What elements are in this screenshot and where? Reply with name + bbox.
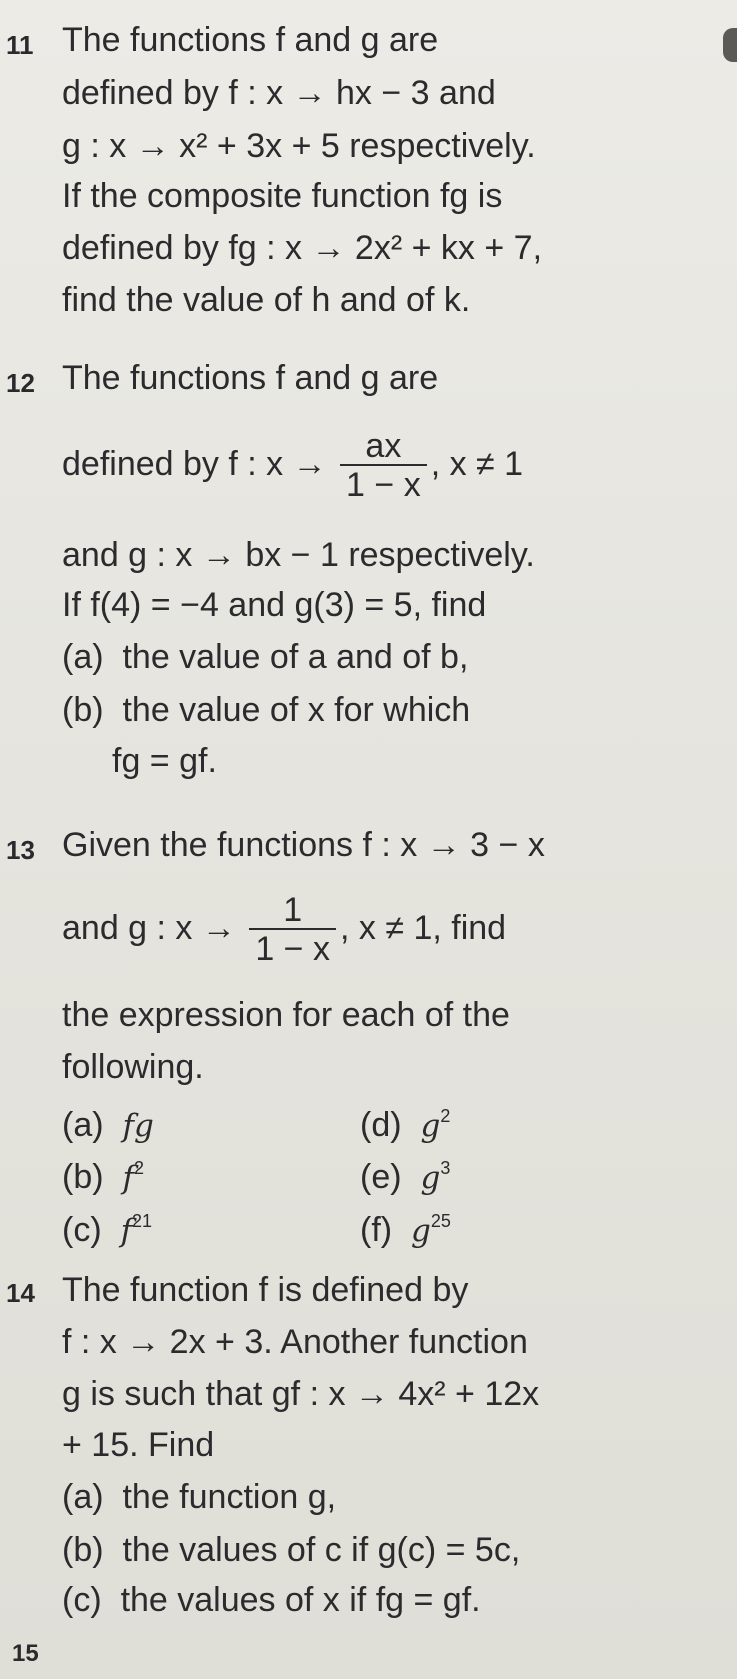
- part-label: (b): [62, 691, 104, 729]
- part-label: (a): [62, 1106, 104, 1144]
- q13-line-4: following.: [62, 1048, 204, 1086]
- q12-definition: [62, 424, 523, 504]
- q14-part-b: [62, 1530, 520, 1570]
- q13-intro: Given the functions f : x → 3 − x: [62, 826, 545, 864]
- q13-part-b: [62, 1157, 144, 1198]
- part-expr: fg: [122, 1108, 154, 1144]
- part-exponent: 21: [132, 1211, 153, 1231]
- part-text: the value of a and of b,: [122, 638, 469, 676]
- q12-def-suffix: , x ≠ 1: [430, 445, 524, 483]
- q14-line-2: f : x → 2x + 3. Another function: [62, 1323, 528, 1361]
- part-label: (a): [62, 638, 104, 676]
- question-number: 12: [6, 368, 35, 398]
- part-text: the values of x if fg = gf.: [120, 1581, 481, 1619]
- q12-part-b: [62, 690, 470, 730]
- q12-line-4: If f(4) = −4 and g(3) = 5, find: [62, 586, 487, 624]
- part-expr: g: [411, 1213, 431, 1249]
- part-label: (b): [62, 1531, 104, 1569]
- q11-line-3: g : x → x² + 3x + 5 respectively.: [62, 127, 536, 165]
- q14-line-4: + 15. Find: [62, 1426, 215, 1464]
- part-expr: g: [420, 1108, 441, 1144]
- q13-part-e: [360, 1157, 450, 1198]
- question-number: 13: [6, 835, 35, 865]
- q12-def-prefix: defined by f : x →: [62, 445, 327, 483]
- q12-line-3: and g : x → bx − 1 respectively.: [62, 536, 535, 574]
- q12-part-b-cont: fg = gf.: [112, 742, 217, 780]
- q14-line-1: The function f is defined by: [62, 1271, 469, 1309]
- q11-line-2: defined by f : x → hx − 3 and: [62, 74, 496, 112]
- q12-intro: The functions f and g are: [62, 359, 439, 397]
- part-label: (b): [62, 1158, 104, 1196]
- q11-line-6: find the value of h and of k.: [62, 281, 471, 319]
- part-text: the values of c if g(c) = 5c,: [122, 1531, 521, 1569]
- q14-part-c: [62, 1580, 481, 1620]
- q12-part-a: [62, 637, 468, 677]
- part-label: (c): [62, 1211, 102, 1249]
- part-expr: f: [120, 1213, 133, 1249]
- q14-part-a: [62, 1477, 336, 1517]
- fraction-denominator: 1 − x: [255, 930, 330, 969]
- fraction: [340, 428, 427, 504]
- part-label: (e): [360, 1158, 402, 1196]
- part-expr: g: [420, 1160, 441, 1196]
- q13-part-d: [360, 1105, 450, 1146]
- fraction: [249, 892, 336, 968]
- q11-line-1: The functions f and g are: [62, 21, 439, 59]
- fraction-denominator: 1 − x: [346, 466, 421, 505]
- part-label: (c): [62, 1581, 102, 1619]
- q13-definition: [62, 888, 506, 968]
- part-exponent: 3: [440, 1158, 451, 1178]
- q14-line-3: g is such that gf : x → 4x² + 12x: [62, 1375, 540, 1413]
- q13-line-3: the expression for each of the: [62, 996, 510, 1034]
- q11-line-5: defined by fg : x → 2x² + kx + 7,: [62, 229, 543, 267]
- question-number: 11: [6, 30, 34, 60]
- part-label: (f): [360, 1211, 393, 1249]
- part-text: the value of x for which: [122, 691, 471, 729]
- part-label: (d): [360, 1106, 402, 1144]
- q13-part-c: [62, 1210, 152, 1251]
- part-exponent: 25: [430, 1211, 451, 1231]
- q13-def-suffix: , x ≠ 1, find: [340, 909, 507, 947]
- part-exponent: 2: [440, 1106, 451, 1126]
- part-text: the function g,: [122, 1478, 337, 1516]
- part-expr: f: [122, 1160, 134, 1196]
- q13-part-a: [62, 1105, 154, 1146]
- page-number: 15: [12, 1640, 39, 1667]
- q13-part-f: [360, 1210, 451, 1251]
- question-number: 14: [6, 1278, 35, 1308]
- q11-line-4: If the composite function fg is: [62, 177, 503, 215]
- q13-def-prefix: and g : x →: [62, 909, 236, 947]
- fraction-numerator: ax: [340, 428, 427, 466]
- part-label: (a): [62, 1478, 104, 1516]
- fraction-numerator: 1: [249, 892, 336, 930]
- page-edge-shadow: [723, 28, 737, 62]
- part-exponent: 2: [133, 1158, 144, 1178]
